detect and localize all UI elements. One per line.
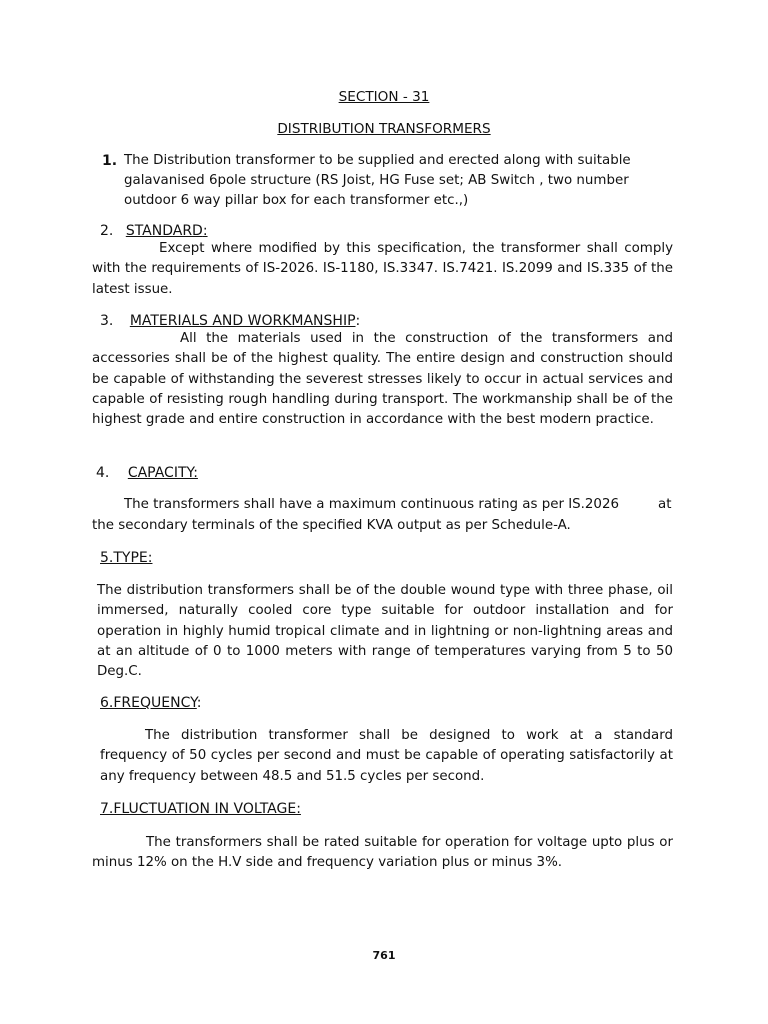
item-6-heading (100, 695, 202, 711)
item-3-heading-suffix: : (355, 313, 361, 329)
item-7-heading: 7.FLUCTUATION IN VOLTAGE: (100, 801, 301, 817)
item-2-heading (100, 223, 208, 239)
item-2-heading-text: STANDARD (125, 223, 203, 239)
item-2-heading-suffix: : (202, 223, 208, 239)
item-4-line-1-tail: at (658, 497, 672, 512)
item-2-number: 2. (100, 223, 114, 239)
item-3-body: All the materials used in the construction of the transformers and accessories shall be of the highest quality. The entire design and construction should be capable of withstanding the severest stresses likely to occur in actual services and capable of resisting rough handling during transport. The workmanship shall be of the highest grade and entire construction in accordance with the best modern practice. (92, 331, 673, 428)
item-6-heading-text: 6.FREQUENCY (100, 695, 197, 711)
item-1-line-1: The Distribution transformer to be supplied and erected along with suitable (124, 153, 631, 168)
item-1-number: 1. (102, 153, 118, 169)
item-3-number: 3. (100, 313, 114, 329)
item-7-body: The transformers shall be rated suitable for operation for voltage upto plus or minus 12% on the H.V side and frequency variation plus or minus 3%. (92, 835, 673, 871)
section-title: SECTION - 31 (338, 89, 430, 105)
item-3-heading (100, 313, 360, 329)
item-4-line-1: The transformers shall have a maximum continuous rating as per IS.2026 (124, 497, 619, 512)
section-subtitle: DISTRIBUTION TRANSFORMERS (277, 121, 491, 137)
item-5-body: The distribution transformers shall be of the double wound type with three phase, oil immersed, naturally cooled core type suitable for outdoor installation and for operation in highly humid tropical climate and in lightning or non-lightning areas and at an altitude of 0 to 1000 meters with range of temperatures varying from 5 to 50 Deg.C. (97, 583, 673, 680)
item-3-heading-text: MATERIALS AND WORKMANSHIP (129, 313, 356, 329)
item-2-body: Except where modified by this specification, the transformer shall comply with the requirements of IS-2026. IS-1180, IS.3347. IS.7421. IS.2099 and IS.335 of the latest issue. (92, 241, 673, 297)
item-4-heading-text: CAPACITY: (127, 465, 198, 481)
item-4-number: 4. (96, 465, 110, 481)
item-4-heading (96, 465, 198, 481)
item-1-line-3: outdoor 6 way pillar box for each transformer etc.,) (124, 193, 469, 208)
item-6-body: The distribution transformer shall be designed to work at a standard frequency of 50 cycles per second and must be capable of operating satisfactorily at any frequency between 48.5 and 51.5 cycles per second. (100, 728, 673, 784)
item-6-heading-suffix: : (196, 695, 202, 711)
item-1-line-2: galavanised 6pole structure (RS Joist, HG Fuse set; AB Switch , two number (124, 173, 629, 188)
item-5-heading: 5.TYPE: (100, 550, 153, 566)
item-4-line-2: the secondary terminals of the specified KVA output as per Schedule-A. (92, 518, 571, 533)
page-number: 761 (372, 949, 396, 962)
